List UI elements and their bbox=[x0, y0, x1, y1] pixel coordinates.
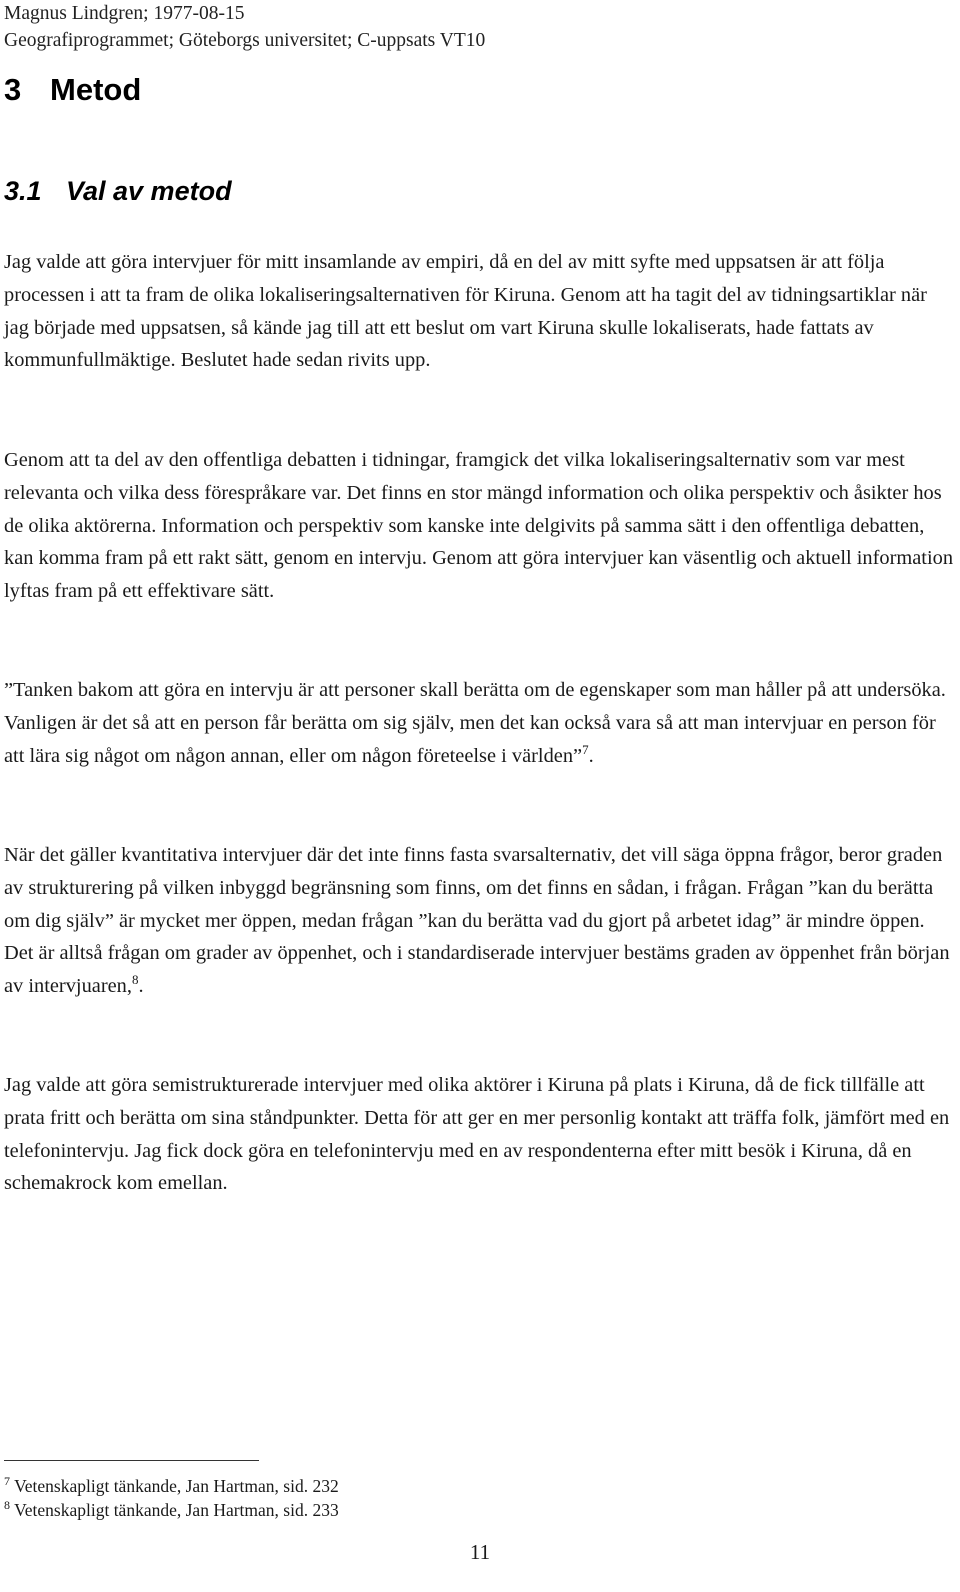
subsection-title: Val av metod bbox=[66, 176, 232, 206]
section-title: Metod bbox=[50, 72, 142, 107]
paragraph-4-text: När det gäller kvantitativa intervjuer där det inte finns fasta svarsalternativ, det vill säga öppna frågor, beror graden av strukturering på vilken inbyggd begränsning som finns, om det finns en sådan, i frågan. Frågan ”kan du berätta om dig själv” är mycket mer öppen, medan frågan ”kan du berätta vad du gjort på arbetet idag” är mindre öppen. Det är alltså frågan om grader av öppenhet, och i standardiserade intervjuer bestäms graden av öppenhet från början av intervjuaren, bbox=[4, 844, 950, 998]
subsection-heading bbox=[4, 173, 232, 209]
footnote-number: 7 bbox=[4, 1474, 10, 1488]
footnotes bbox=[4, 1474, 339, 1522]
header-program-line: Geografiprogrammet; Göteborgs universitet; C-uppsats VT10 bbox=[4, 30, 486, 51]
footnote-8 bbox=[4, 1498, 339, 1522]
subsection-number: 3.1 bbox=[4, 176, 42, 206]
footnote-text: Vetenskapligt tänkande, Jan Hartman, sid. 233 bbox=[14, 1500, 339, 1520]
paragraph-4-end: . bbox=[138, 975, 144, 998]
footnote-text: Vetenskapligt tänkande, Jan Hartman, sid. 232 bbox=[14, 1476, 339, 1496]
paragraph-5: Jag valde att göra semistrukturerade intervjuer med olika aktörer i Kiruna på plats i Kiruna, då de fick tillfälle att prata fritt och berätta om sina ståndpunkter. Detta för att ger en mer personlig kontakt att träffa folk, jämfört med en telefonintervju. Jag fick dock göra en telefonintervju med en av respondenterna efter mitt besök i Kiruna, då en schemakrock kom emellan. bbox=[4, 1074, 950, 1195]
page-header bbox=[4, 0, 485, 54]
quote-text: ”Tanken bakom att göra en intervju är att personer skall berätta om de egenskaper som man håller på att undersöka. Vanligen är det så att en person får berätta om sig själv, men det kan också vara så att man intervjuar en person för att lära sig något om någon annan, eller om någon företeelse i världen” bbox=[4, 679, 946, 767]
footnote-7 bbox=[4, 1474, 339, 1498]
footnote-divider bbox=[4, 1460, 259, 1461]
paragraph-4 bbox=[4, 839, 954, 1003]
paragraph-3-quote bbox=[4, 674, 954, 772]
quote-end: . bbox=[588, 744, 594, 767]
paragraph-2: Genom att ta del av den offentliga debatten i tidningar, framgick det vilka lokaliseringsalternativ som var mest relevanta och vilka dess förespråkare var. Det finns en stor mängd information och olika perspektiv och åsikter hos de olika aktörerna. Information och perspektiv som kanske inte delgivits på samma sätt i den offentliga debatten, kan komma fram på ett rakt sätt, genom en intervju. Genom att göra intervjuer kan väsentlig och aktuell information lyftas fram på ett effektivare sätt. bbox=[4, 449, 954, 603]
footnote-ref-7[interactable]: 7 bbox=[582, 741, 589, 757]
footnote-ref-8[interactable]: 8 bbox=[131, 972, 139, 988]
footnote-number: 8 bbox=[4, 1498, 10, 1512]
header-author-line: Magnus Lindgren; 1977-08-15 bbox=[4, 3, 245, 24]
page-number: 11 bbox=[469, 1540, 491, 1564]
section-number: 3 bbox=[4, 72, 22, 107]
paragraph-1: Jag valde att göra intervjuer för mitt insamlande av empiri, då en del av mitt syfte med uppsatsen är att följa processen i att ta fram de olika lokaliseringsalternativen för Kiruna. Genom att ha tagit del av tidningsartiklar när jag började med uppsatsen, så kände jag till att ett beslut om vart Kiruna skulle lokaliserats, hade fattats av kommunfullmäktige. Beslutet hade sedan rivits upp. bbox=[4, 251, 927, 372]
section-heading bbox=[4, 70, 141, 110]
